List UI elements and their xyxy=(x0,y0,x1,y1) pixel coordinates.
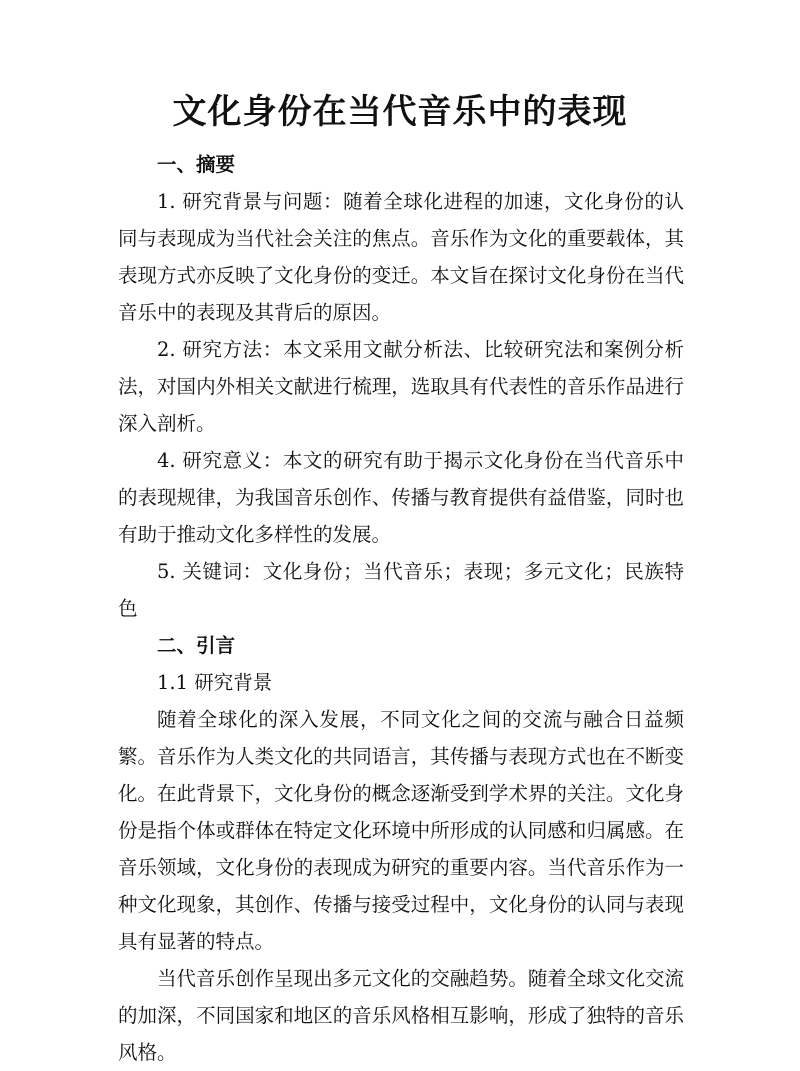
abstract-paragraph-keywords: 5. 关键词：文化身份；当代音乐；表现；多元文化；民族特色 xyxy=(118,560,684,620)
introduction-paragraph-2: 当代音乐创作呈现出多元文化的交融趋势。随着全球文化交流的加深，不同国家和地区的音乐风格相互影响，形成了独特的音乐风格。 xyxy=(118,967,684,1064)
introduction-paragraph-1: 随着全球化的深入发展，不同文化之间的交流与融合日益频繁。音乐作为人类文化的共同语言，其传播与表现方式也在不断变化。在此背景下，文化身份的概念逐渐受到学术界的关注。文化身份是指个体或群体在特定文化环境中所形成的认同感和归属感。在音乐领域，文化身份的表现成为研究的重要内容。当代音乐作为一种文化现象，其创作、传播与接受过程中，文化身份的认同与表现具有显著的特点。 xyxy=(118,708,684,953)
subsection-heading-background: 1.1 研究背景 xyxy=(157,671,273,694)
section-heading-abstract: 一、摘要 xyxy=(157,153,236,176)
document-body xyxy=(118,146,684,1071)
document-title: 文化身份在当代音乐中的表现 xyxy=(172,92,628,132)
abstract-paragraph-method: 2. 研究方法：本文采用文献分析法、比较研究法和案例分析法，对国内外相关文献进行梳理，选取具有代表性的音乐作品进行深入剖析。 xyxy=(118,338,684,435)
section-heading-introduction: 二、引言 xyxy=(157,634,236,657)
abstract-paragraph-significance: 4. 研究意义：本文的研究有助于揭示文化身份在当代音乐中的表现规律，为我国音乐创作、传播与教育提供有益借鉴，同时也有助于推动文化多样性的发展。 xyxy=(118,449,684,546)
abstract-paragraph-background: 1. 研究背景与问题：随着全球化进程的加速，文化身份的认同与表现成为当代社会关注的焦点。音乐作为文化的重要载体，其表现方式亦反映了文化身份的变迁。本文旨在探讨文化身份在当代音乐中的表现及其背后的原因。 xyxy=(118,190,684,324)
